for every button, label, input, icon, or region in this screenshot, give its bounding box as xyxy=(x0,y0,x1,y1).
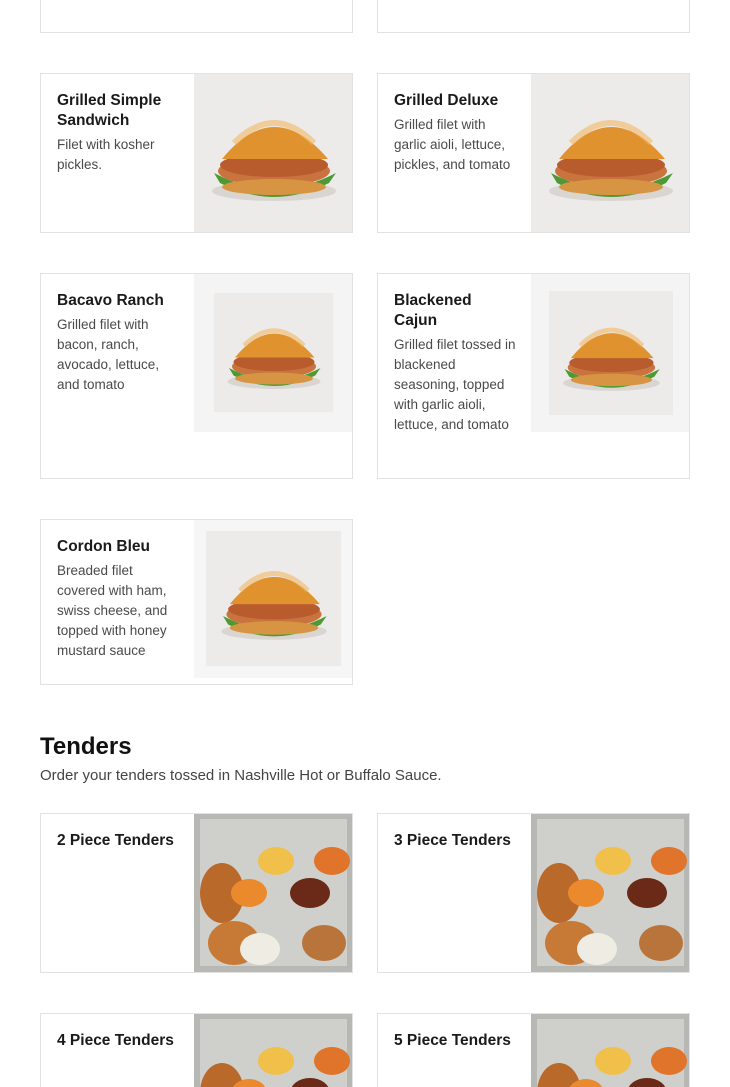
menu-item-3-piece-tenders[interactable] xyxy=(377,813,690,973)
menu-item-grilled-simple-sandwich[interactable] xyxy=(40,73,353,233)
item-photo xyxy=(194,1013,353,1087)
item-name: Cordon Bleu xyxy=(57,538,150,555)
menu-item-5-piece-tenders[interactable] xyxy=(377,1013,690,1087)
item-name: 3 Piece Tenders xyxy=(394,832,511,849)
item-name: Grilled Deluxe xyxy=(394,92,499,109)
item-name: Grilled Simple Sandwich xyxy=(57,92,162,129)
item-photo xyxy=(194,273,353,432)
item-name: 2 Piece Tenders xyxy=(57,832,174,849)
item-description: Grilled filet with garlic aioli, lettuce, pickles, and tomato xyxy=(394,117,511,172)
item-photo xyxy=(194,813,353,972)
section-subtitle-tenders: Order your tenders tossed in Nashville Hot or Buffalo Sauce. xyxy=(40,767,442,784)
menu-item-cordon-bleu[interactable] xyxy=(40,519,353,685)
item-description: Grilled filet with bacon, ranch, avocado, lettuce, and tomato xyxy=(57,317,160,392)
item-description: Grilled filet tossed in blackened seasoning, topped with garlic aioli, lettuce, and tomato xyxy=(394,337,516,432)
menu-item-card-partial[interactable] xyxy=(377,0,690,33)
item-name: 4 Piece Tenders xyxy=(57,1032,174,1049)
menu-item-2-piece-tenders[interactable] xyxy=(40,813,353,973)
menu-item-4-piece-tenders[interactable] xyxy=(40,1013,353,1087)
item-name: 5 Piece Tenders xyxy=(394,1032,511,1049)
item-photo xyxy=(531,273,690,432)
item-description: Filet with kosher pickles. xyxy=(57,137,155,172)
menu-item-blackened-cajun[interactable] xyxy=(377,273,690,479)
item-photo xyxy=(194,73,353,232)
item-photo xyxy=(531,1013,690,1087)
item-name: Blackened Cajun xyxy=(394,292,472,329)
menu-item-grilled-deluxe[interactable] xyxy=(377,73,690,233)
item-photo xyxy=(194,519,353,678)
section-title-tenders: Tenders xyxy=(40,733,132,760)
item-photo xyxy=(531,73,690,232)
item-description: Breaded filet covered with ham, swiss cheese, and topped with honey mustard sauce xyxy=(57,563,168,658)
item-name: Bacavo Ranch xyxy=(57,292,164,309)
item-photo xyxy=(531,813,690,972)
menu-item-bacavo-ranch[interactable] xyxy=(40,273,353,479)
menu-item-card-partial[interactable] xyxy=(40,0,353,33)
